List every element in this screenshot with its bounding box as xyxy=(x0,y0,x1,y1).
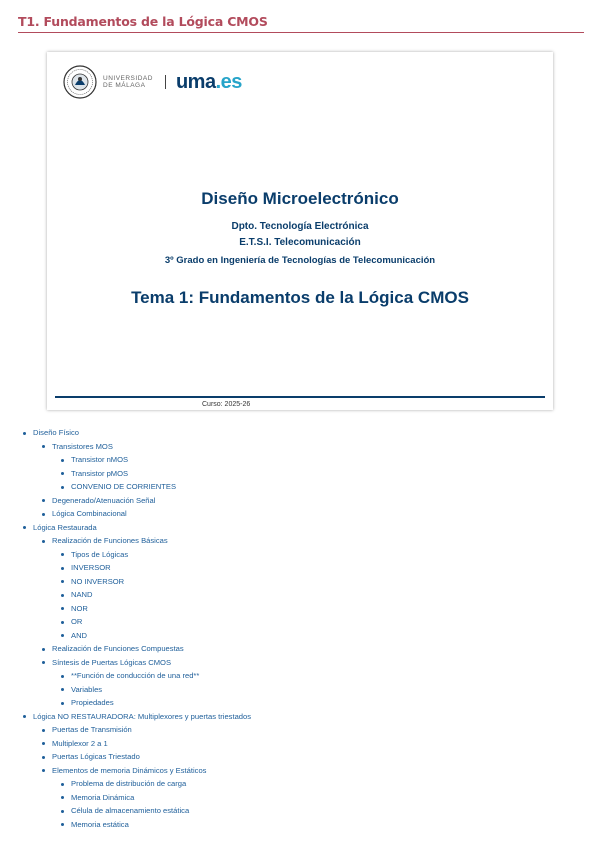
title-slide xyxy=(47,52,553,410)
bullet-icon xyxy=(61,675,64,678)
outline-item xyxy=(0,467,600,481)
degree: 3º Grado en Ingeniería de Tecnologías de Telecomunicación xyxy=(164,255,436,266)
bullet-icon xyxy=(61,607,64,610)
topic-title: Tema 1: Fundamentos de la Lógica CMOS xyxy=(131,288,469,307)
bullet-icon xyxy=(61,567,64,570)
outline-item xyxy=(0,723,600,737)
bullet-icon xyxy=(42,756,45,759)
bullet-icon xyxy=(61,621,64,624)
outline-item-label: Síntesis de Puertas Lógicas CMOS xyxy=(52,657,172,667)
bullet-icon xyxy=(42,729,45,732)
outline-item-label: Célula de almacenamiento estática xyxy=(71,806,190,815)
bullet-icon xyxy=(42,540,45,543)
logo-divider xyxy=(165,75,166,89)
outline-item xyxy=(0,642,600,656)
outline-item-label: AND xyxy=(71,630,88,640)
page-header xyxy=(18,14,584,33)
outline-item-label: NO INVERSOR xyxy=(71,576,125,586)
outline-item xyxy=(0,683,600,697)
bullet-icon xyxy=(61,796,64,799)
school: E.T.S.I. Telecomunicación xyxy=(239,237,361,248)
outline-list xyxy=(0,426,600,831)
bullet-icon xyxy=(42,445,45,448)
outline-item-label: Multiplexor 2 a 1 xyxy=(52,738,108,748)
course-title: Diseño Microelectrónico xyxy=(201,189,399,208)
footer-divider xyxy=(55,396,545,398)
outline-item-label: Puertas Lógicas Triestado xyxy=(52,752,140,761)
bullet-icon xyxy=(61,634,64,637)
university-name xyxy=(103,75,153,89)
department: Dpto. Tecnología Electrónica xyxy=(231,221,369,232)
outline-item-label: Realización de Funciones Compuestas xyxy=(52,644,184,653)
outline-item-label: INVERSOR xyxy=(71,563,111,572)
outline-item xyxy=(0,602,600,616)
outline-item xyxy=(0,521,600,535)
outline-item-label: Realización de Funciones Básicas xyxy=(52,536,168,545)
outline-item xyxy=(0,791,600,805)
outline-item-label: Variables xyxy=(71,684,103,694)
outline-item xyxy=(0,548,600,562)
outline-item xyxy=(0,656,600,670)
outline-item xyxy=(0,426,600,440)
outline-item xyxy=(0,696,600,710)
outline-item xyxy=(0,629,600,643)
outline-item-label: Diseño Físico xyxy=(33,428,80,437)
outline-item-label: Memoria estática xyxy=(71,819,129,829)
bullet-icon xyxy=(61,702,64,705)
outline-item xyxy=(0,494,600,508)
bullet-icon xyxy=(42,499,45,502)
bullet-icon xyxy=(61,688,64,691)
uma-brand-logo xyxy=(176,71,242,94)
bullet-icon xyxy=(61,553,64,556)
bullet-icon xyxy=(61,823,64,826)
bullet-icon xyxy=(42,513,45,516)
outline-item xyxy=(0,507,600,521)
bullet-icon xyxy=(23,432,26,435)
outline-item xyxy=(0,710,600,724)
bullet-icon xyxy=(42,648,45,651)
outline-item xyxy=(0,750,600,764)
outline-item xyxy=(0,561,600,575)
outline-item-label: NOR xyxy=(71,603,88,613)
bullet-icon xyxy=(42,769,45,772)
bullet-icon xyxy=(42,742,45,745)
outline-item-label: Lógica Combinacional xyxy=(52,509,127,518)
bullet-icon xyxy=(23,715,26,718)
outline-item xyxy=(0,534,600,548)
outline-item-label: CONVENIO DE CORRIENTES xyxy=(71,482,177,491)
outline-item xyxy=(0,575,600,589)
bullet-icon xyxy=(61,810,64,813)
outline-item-label: Propiedades xyxy=(71,698,114,707)
bullet-icon xyxy=(61,594,64,597)
outline-item xyxy=(0,804,600,818)
outline-item xyxy=(0,764,600,778)
outline-item-label: NAND xyxy=(71,590,93,599)
university-logo xyxy=(63,62,242,102)
bullet-icon xyxy=(61,783,64,786)
outline-item-label: **Función de conducción de una red** xyxy=(71,671,200,680)
outline-item-label: Lógica Restaurada xyxy=(33,522,97,532)
outline-item-label: Puertas de Transmisión xyxy=(52,725,132,734)
outline-item-label: Transistor pMOS xyxy=(71,468,129,478)
outline-item-label: Tipos de Lógicas xyxy=(71,549,129,559)
outline-item-label: Elementos de memoria Dinámicos y Estáticos xyxy=(52,765,207,775)
outline-item-label: Transistor nMOS xyxy=(71,455,129,464)
outline-item xyxy=(0,480,600,494)
bullet-icon xyxy=(61,472,64,475)
outline-item xyxy=(0,588,600,602)
outline-item xyxy=(0,453,600,467)
outline-item-label: Degenerado/Atenuación Señal xyxy=(52,495,156,505)
outline-item xyxy=(0,777,600,791)
outline-item xyxy=(0,737,600,751)
brand-main: uma xyxy=(175,70,216,93)
outline-item-label: OR xyxy=(71,617,83,626)
course-year: Curso: 2025-26 xyxy=(202,401,251,408)
outline-item xyxy=(0,440,600,454)
university-name-line1: UNIVERSIDAD xyxy=(103,75,153,82)
bullet-icon xyxy=(61,580,64,583)
brand-suffix: .es xyxy=(215,70,242,93)
bullet-icon xyxy=(61,459,64,462)
bullet-icon xyxy=(42,661,45,664)
university-name-line2: DE MÁLAGA xyxy=(103,82,146,89)
outline-item-label: Problema de distribución de carga xyxy=(71,779,187,788)
bullet-icon xyxy=(61,486,64,489)
outline-item xyxy=(0,818,600,832)
outline-item xyxy=(0,669,600,683)
outline-item-label: Transistores MOS xyxy=(52,441,113,451)
university-seal-icon xyxy=(63,65,97,99)
outline-item xyxy=(0,615,600,629)
outline-item-label: Lógica NO RESTAURADORA: Multiplexores y puertas triestados xyxy=(33,711,252,721)
bullet-icon xyxy=(23,526,26,529)
page-title: T1. Fundamentos de la Lógica CMOS xyxy=(18,14,268,29)
outline-item-label: Memoria Dinámica xyxy=(71,792,135,802)
